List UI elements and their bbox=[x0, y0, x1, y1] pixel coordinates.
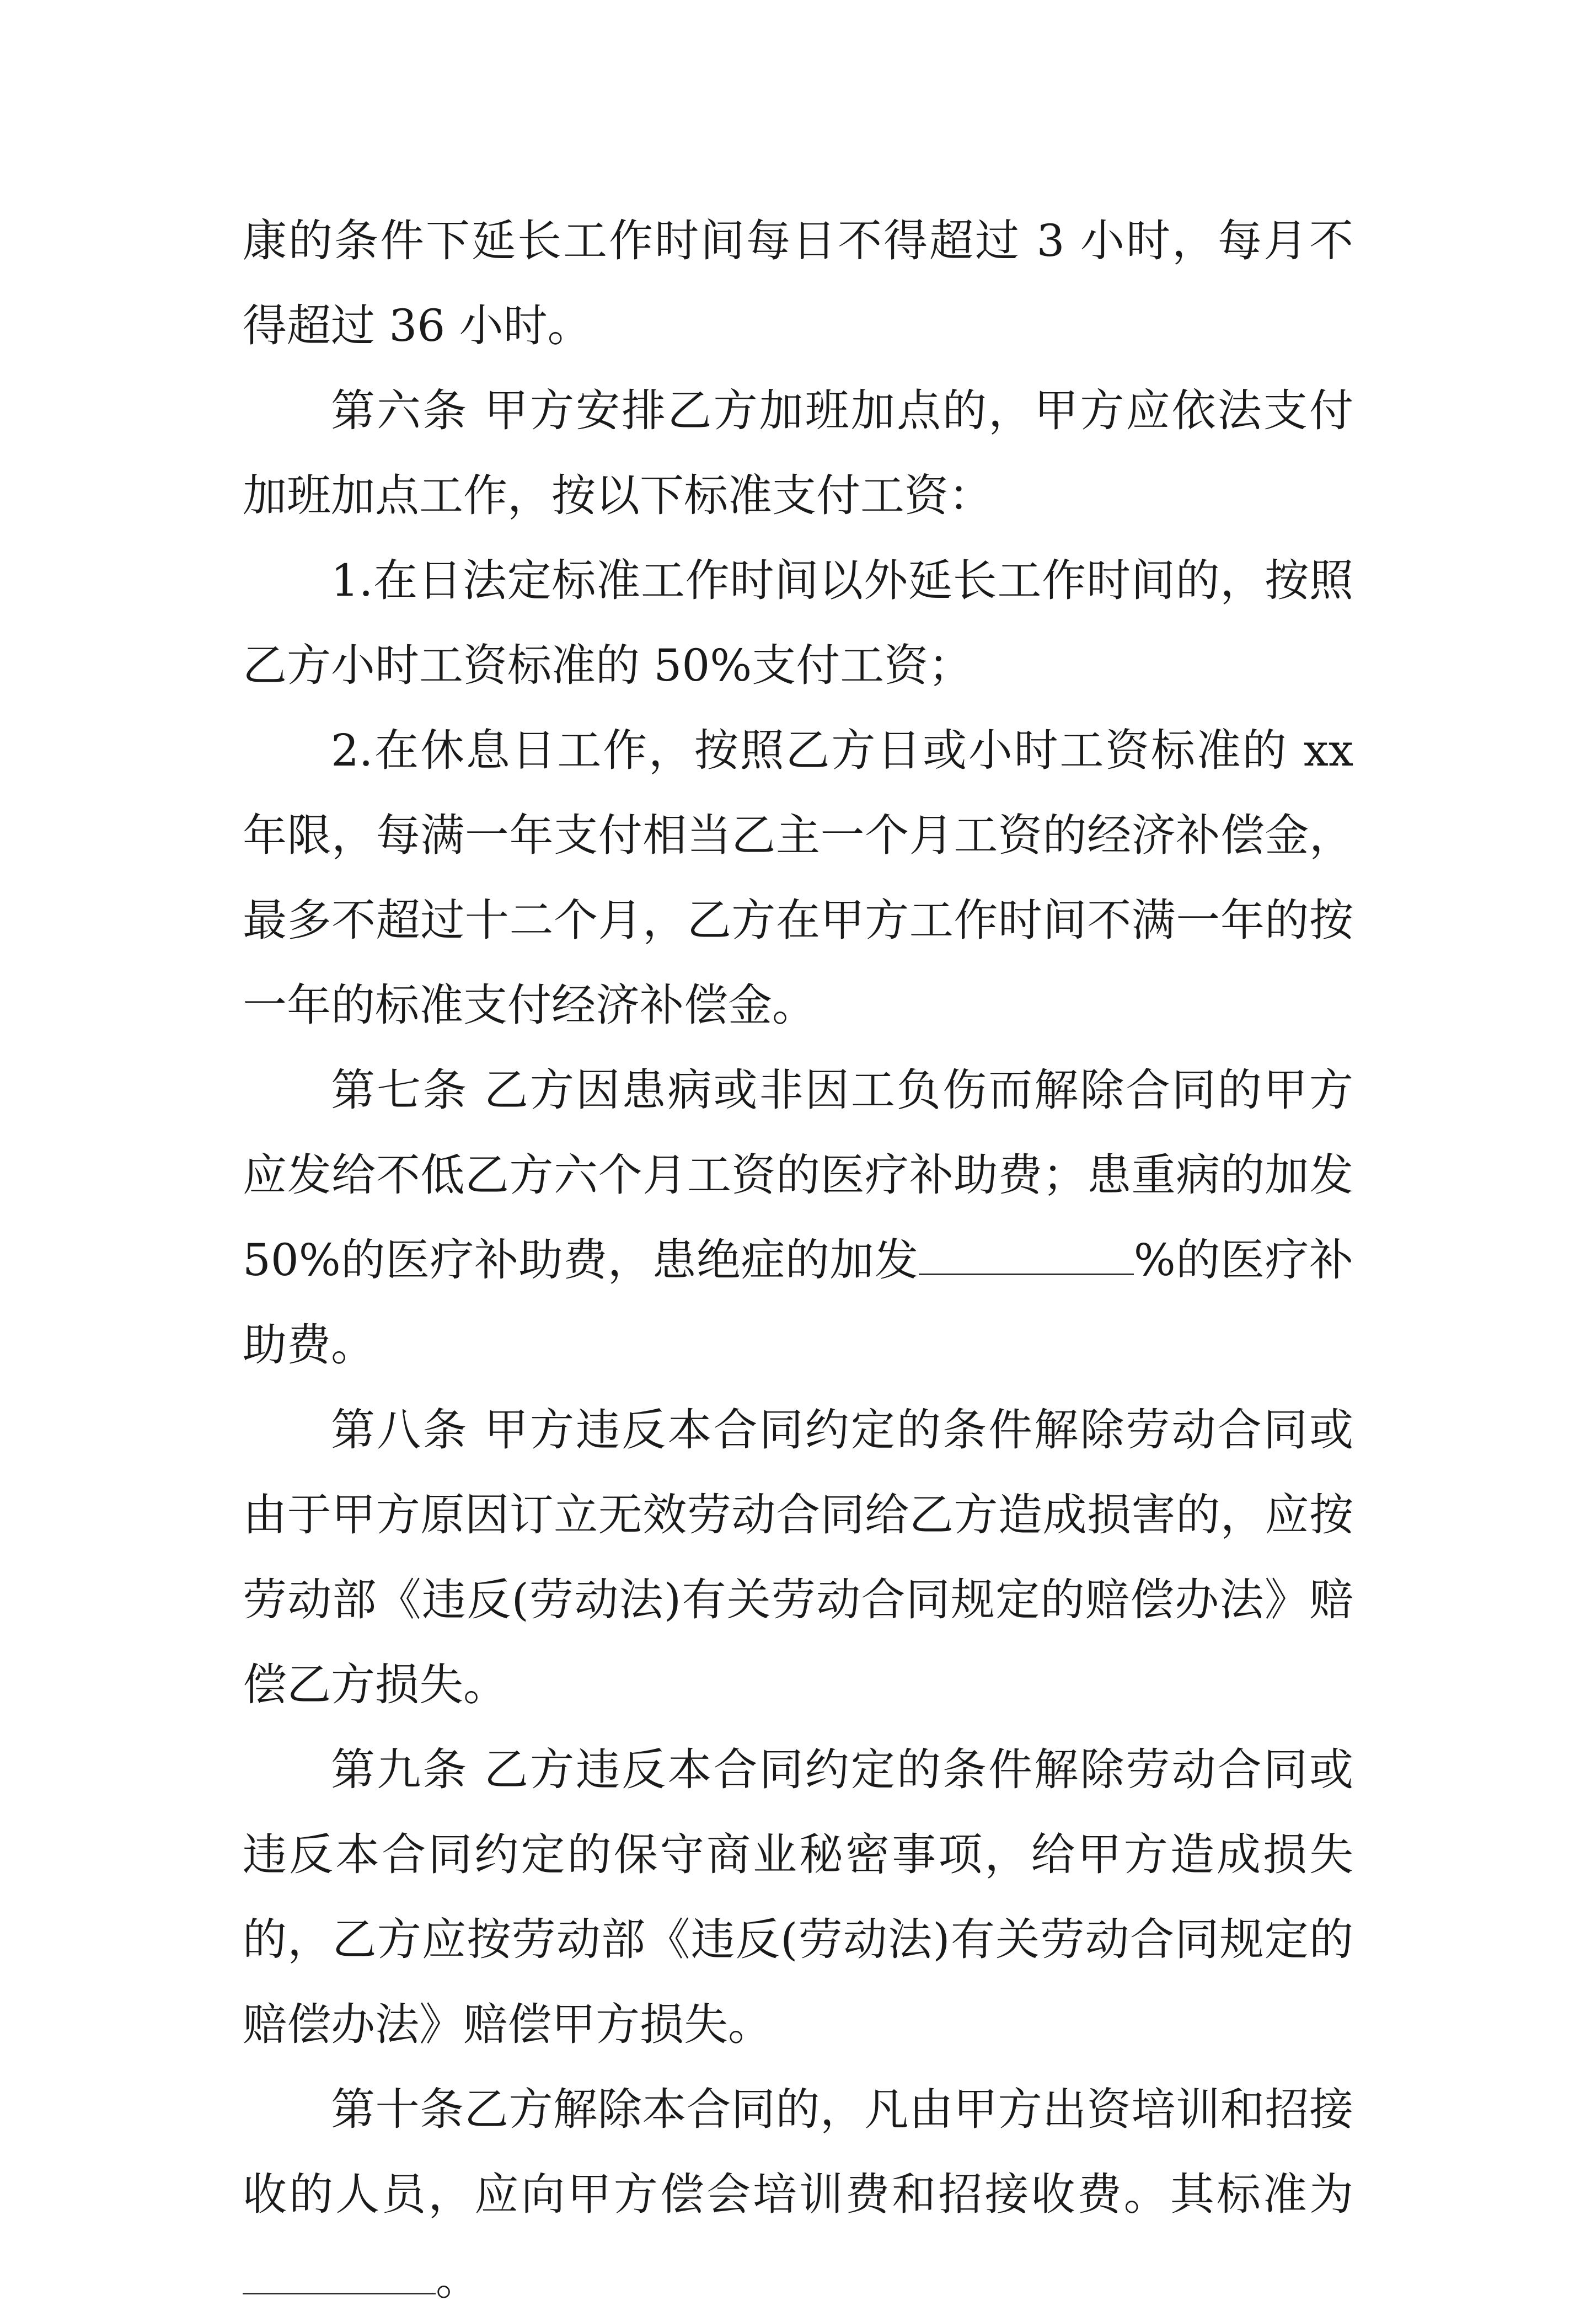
article-7-text-after: %的医疗补助费。 bbox=[243, 1234, 1354, 1371]
paragraph-item-1: 1.在日法定标准工作时间以外延长工作时间的，按照乙方小时工资标准的 50%支付工资； bbox=[243, 555, 1353, 691]
paragraph-article-9: 第九条 乙方违反本合同约定的条件解除劳动合同或违反本合同约定的保守商业秘密事项，给甲方造成损失的，乙方应按劳动部《违反(劳动法)有关劳动合同规定的赔偿办法》赔偿甲方损失。 bbox=[243, 1744, 1353, 2050]
paragraph-continuation: 康的条件下延长工作时间每日不得超过 3 小时，每月不得超过 36 小时。 bbox=[243, 215, 1353, 351]
paragraph-item-2: 2.在休息日工作，按照乙方日或小时工资标准的 xx 年限，每满一年支付相当乙主一个月工资的经济补偿金，最多不超过十二个月，乙方在甲方工作时间不满一年的按一年的标准支付经济补偿金。 bbox=[243, 725, 1353, 1031]
fill-in-blank-percentage bbox=[919, 1234, 1134, 1275]
paragraph-article-7 bbox=[243, 1048, 1353, 1388]
paragraph-article-8: 第八条 甲方违反本合同约定的条件解除劳动合同或由于甲方原因订立无效劳动合同给乙方造成损害的，应按劳动部《违反(劳动法)有关劳动合同规定的赔偿办法》赔偿乙方损失。 bbox=[243, 1404, 1353, 1710]
article-7-text-before: 第七条 乙方因患病或非因工负伤而解除合同的甲方应发给不低乙方六个月工资的医疗补助费；患重病的加发 50%的医疗补助费，患绝症的加发 bbox=[243, 1064, 1353, 1286]
paragraph-article-10 bbox=[243, 2067, 1353, 2322]
paragraph-article-6: 第六条 甲方安排乙方加班加点的，甲方应依法支付加班加点工作，按以下标准支付工资： bbox=[243, 385, 1353, 521]
article-10-text-before: 第十条乙方解除本合同的，凡由甲方出资培训和招接收的人员，应向甲方偿会培训费和招接收费。其标准为 bbox=[243, 2084, 1353, 2220]
document-body bbox=[243, 199, 1353, 2322]
article-10-text-after: 。 bbox=[436, 2254, 480, 2305]
fill-in-blank-standard bbox=[243, 2253, 436, 2294]
